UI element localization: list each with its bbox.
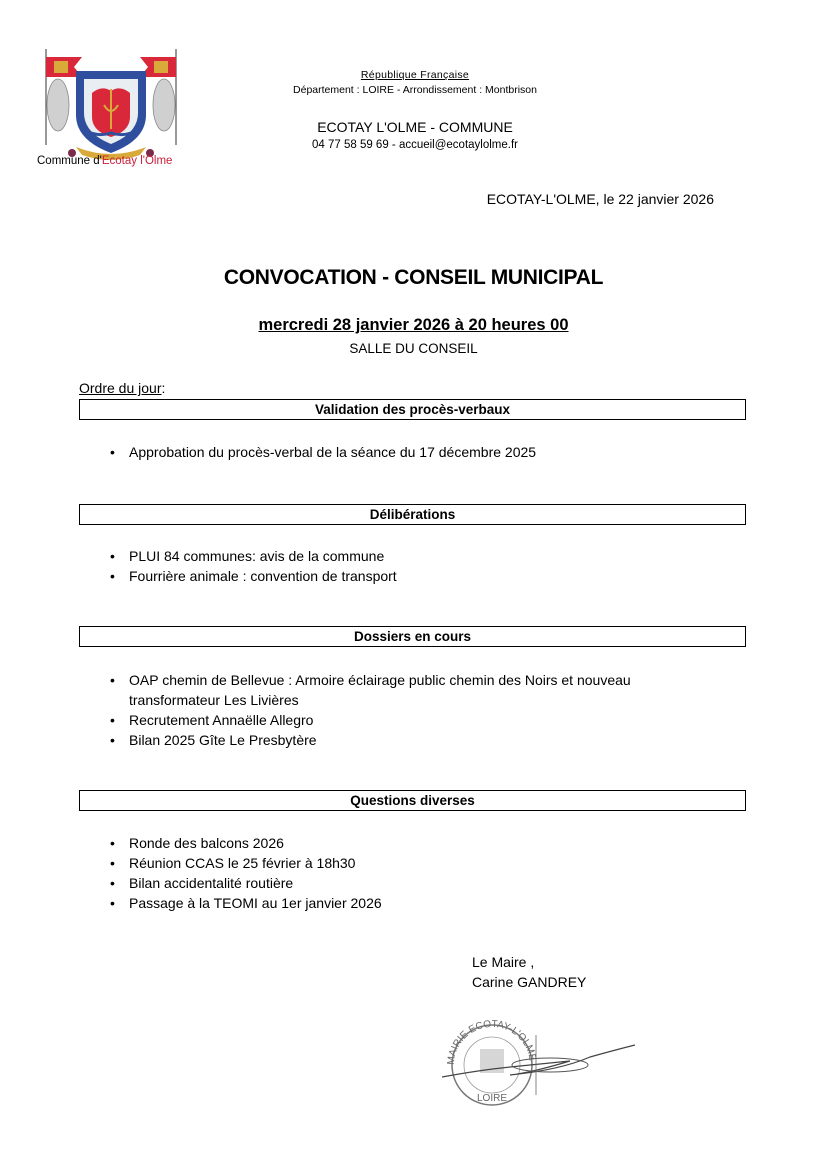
ordre-du-jour-label xyxy=(79,380,165,396)
agenda-item: • Bilan accidentalité routière xyxy=(110,873,382,893)
stamp-top-text: MAIRIE ECOTAY-L'OLME xyxy=(445,1018,538,1066)
section-header-questions: Questions diverses xyxy=(79,790,746,811)
ordre-du-jour-colon: : xyxy=(161,380,166,396)
agenda-item: • OAP chemin de Bellevue : Armoire éclairage public chemin des Noirs et nouveau transformateur Les Livières xyxy=(110,670,690,710)
place-date-line: ECOTAY-L'OLME, le 22 janvier 2026 xyxy=(486,191,714,207)
republique-francaise: République Française xyxy=(360,69,470,81)
official-stamp-signature xyxy=(440,1015,640,1110)
signer-role: Le Maire , xyxy=(472,954,535,970)
agenda-item: • Approbation du procès-verbal de la séance du 17 décembre 2025 xyxy=(110,442,536,462)
document-title: CONVOCATION - CONSEIL MUNICIPAL xyxy=(223,266,604,289)
agenda-item: • Réunion CCAS le 25 février à 18h30 xyxy=(110,853,382,873)
logo-caption xyxy=(37,155,172,167)
ordre-du-jour-text: Ordre du jour xyxy=(79,380,162,396)
section-items-dossiers xyxy=(110,670,690,750)
contact-line: 04 77 58 59 69 - accueil@ecotaylolme.fr xyxy=(311,139,518,151)
agenda-item: • Fourrière animale : convention de transport xyxy=(110,566,397,586)
section-header-deliberations: Délibérations xyxy=(79,504,746,525)
logo-caption-name: Ecotay l'Olme xyxy=(101,155,173,167)
agenda-item: • Ronde des balcons 2026 xyxy=(110,833,382,853)
section-header-validation: Validation des procès-verbaux xyxy=(79,399,746,420)
section-header-dossiers: Dossiers en cours xyxy=(79,626,746,647)
agenda-item: • Passage à la TEOMI au 1er janvier 2026 xyxy=(110,893,382,913)
coat-of-arms-logo xyxy=(36,35,186,175)
departement-line: Département : LOIRE - Arrondissement : Montbrison xyxy=(293,84,537,96)
commune-name: ECOTAY L'OLME - COMMUNE xyxy=(317,119,513,135)
meeting-location: SALLE DU CONSEIL xyxy=(349,341,478,356)
stamp-bottom-text: LOIRE xyxy=(476,1093,508,1104)
section-items-questions xyxy=(110,833,382,913)
meeting-datetime: mercredi 28 janvier 2026 à 20 heures 00 xyxy=(258,316,569,334)
section-items-deliberations xyxy=(110,546,397,586)
logo-caption-prefix: Commune d' xyxy=(37,155,102,167)
agenda-item: • Recrutement Annaëlle Allegro xyxy=(110,710,690,730)
agenda-item: • Bilan 2025 Gîte Le Presbytère xyxy=(110,730,690,750)
signer-name: Carine GANDREY xyxy=(472,974,587,990)
section-items-validation xyxy=(110,442,536,462)
agenda-item: • PLUI 84 communes: avis de la commune xyxy=(110,546,397,566)
